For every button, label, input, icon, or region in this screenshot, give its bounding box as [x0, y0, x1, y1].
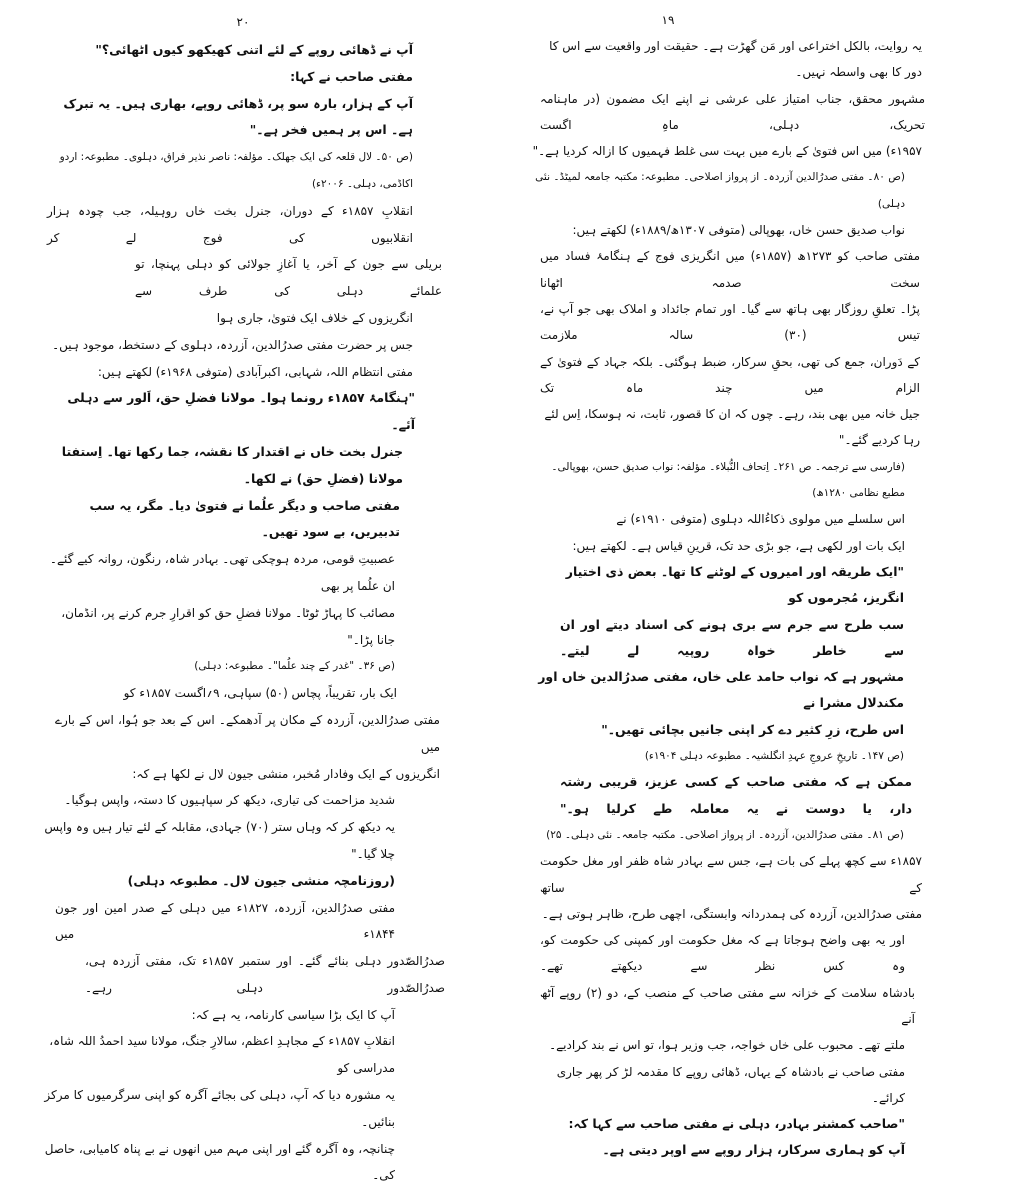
text-line: ممکن ہے کہ مفتی صاحب کے کسی عزیز، قریبی رشتہ دار، یا دوست نے یہ معاملہ طے کرلیا ہو۔" [560, 774, 912, 816]
text-line: آپ کے ہزار، بارہ سو پر، ڈھائی روپے، بھاری ہیں۔ یہ تبرک ہے۔ اس پر ہمیں فخر ہے۔" [63, 95, 413, 138]
text-line: مفتی صاحب نے بادشاہ کے یہاں، ڈھائی روپے کا مقدمہ لڑ کر پھر جاری کرائے۔ [556, 1064, 905, 1105]
text-line: جیل خانہ میں بھی بند، رہے۔ چوں کہ ان کا قصور، ثابت، نہ ہوسکا، اِس لئے رہا کردیے گئے۔" [544, 407, 920, 448]
text-line: آپ کا ایک بڑا سیاسی کارنامہ، یہ ہے کہ: [191, 1007, 395, 1022]
text-line: مفتی صاحب و دیگر علُما نے فتویٰ دیا۔ مگر، یہ سب تدبیریں، بے سود تھیں۔ [89, 497, 400, 540]
text-line: انگریزوں کے ایک وفادار مُخبر، منشی جیون لال نے لکھا ہے کہ: [132, 766, 440, 781]
text-line: ۱۹۵۷ء) میں اس فتویٰ کے بارے میں بہت سی غلط فہمیوں کا ازالہ کردیا ہے۔" [532, 144, 922, 159]
right-page [532, 0, 932, 1164]
left-page [40, 0, 500, 1189]
text-line: آپ نے ڈھائی روپے کے لئے اتنی کھیکھو کیوں اٹھائی؟" [95, 42, 413, 57]
page-number: ١٩ [661, 13, 675, 27]
text-line: مصائب کا پہاڑ ٹوٹا۔ مولانا فضلِ حق کو اقرارِ جرم کرنے پر، انڈمان، جانا پڑا۔" [61, 605, 395, 647]
text-line: ۱۸۵۷ء سے کچھ پہلے کی بات ہے، جس سے بہادر شاہ ظفر اور مغل حکومت کے ساتھ [540, 854, 922, 895]
page-number: ٢٠ [236, 15, 250, 29]
text-line: اور یہ بھی واضح ہوجاتا ہے کہ مغل حکومت اور کمپنی کی حکومت کو، وہ کس نظر سے دیکھتے تھے۔ [540, 933, 905, 974]
citation-line: (فارسی سے ترجمہ۔ ص ۲۶۱۔ اِتحاف النُّبلاء۔ مؤلفہ: نواب صدیق حسن، بھوپالی۔ مطبع نظامی ۱۲۸۰ھ) [551, 460, 905, 500]
text-line: یہ دیکھ کر کہ وہاں ستر (۷۰) جہادی، مقابلہ کے لئے تیار ہیں وہ واپس چلا گیا۔" [44, 820, 395, 861]
text-line: اس سلسلے میں مولوی ذکاءُاللہ دہلوی (متوفی ۱۹۱۰ء) نے [616, 512, 905, 527]
text-line: مفتی صدرُالدین، آزردہ کے مکان پر آدھمکے۔ اس کے بعد جو ہُوا، اس کے بارے میں [55, 712, 440, 754]
text-line: ملتے تھے۔ محبوب علی خاں خواجہ، جب وزیر ہوا، تو اس نے بند کرادیے۔ [549, 1038, 905, 1053]
text-line: مشہور ہے کہ نواب حامد علی خاں، مفتی صدرُالدین خاں اور مکندلال مشرا نے [538, 669, 904, 711]
citation-line: (ص ۸۰۔ مفتی صدرُالدین آزردہ۔ از پرواز اصلاحی۔ مطبوعہ: مکتبہ جامعہ لمیٹڈ۔ نئی دہلی) [535, 171, 905, 210]
citation-line: (ص ۸۱۔ مفتی صدرُالدین، آزردہ۔ از پرواز اصلاحی۔ مکتبہ جامعہ۔ نئی دہلی۔ ۲۵) [546, 828, 904, 841]
text-line: ایک بات اور لکھی ہے، جو بڑی حد تک، قرینِ قیاس ہے۔ لکھتے ہیں: [572, 538, 905, 553]
text-line: عصبیتِ قومی، مردہ ہوچکی تھی۔ بہادر شاہ، رنگون، روانہ کیے گئے۔ ان علُما پر بھی [49, 552, 395, 593]
text-line: جس پر حضرت مفتی صدرُالدین، آزردہ، دہلوی کے دستخط، موجود ہیں۔ [52, 337, 413, 352]
text-line: مشہور محقق، جناب امتیاز علی عرشی نے اپنے ایک مضمون (در ماہنامہ تحریک، دہلی، ماہِ اگست [540, 91, 925, 132]
citation-line: (ص ۵۰۔ لال قلعہ کی ایک جھلک۔ مؤلفہ: ناصر نذیر فراق، دہلوی۔ مطبوعہ: اردو اکاڈمی، دہلی۔ ۲۰۰۶ء) [59, 151, 413, 190]
text-line: شدید مزاحمت کی تیاری، دیکھ کر سپاہیوں کا دستہ، واپس ہوگیا۔ [64, 793, 395, 808]
text-line: نواب صدیق حسن خاں، بھوپالی (متوفی ۱۳۰۷ھ/۱۸۸۹ء) لکھتے ہیں: [572, 223, 905, 238]
text-line: چنانچہ، وہ آگرہ گئے اور اپنی مہم میں انھوں نے بے پناہ کامیابی، حاصل کی۔ [44, 1141, 395, 1183]
text-line: سب طرح سے جرم سے بری ہونے کی اسناد دیتے اور ان سے خاطر خواہ روپیہ لے لیتے۔ [560, 616, 904, 658]
text-line: یہ مشورہ دیا کہ آپ، دہلی کی بجائے آگرہ کو اپنی سرگرمیوں کا مرکز بنائیں۔ [44, 1088, 395, 1129]
text-line: جنرل بخت خاں نے اقتدار کا نقشہ، جما رکھا تھا۔ اِستفتا مولانا (فضلِ حق) نے لکھا۔ [61, 443, 403, 486]
text-line: "ہنگامۂ ۱۸۵۷ء رونما ہوا۔ مولانا فضلِ حق، اَلور سے دہلی آئے۔ [67, 390, 415, 433]
text-line: مفتی صاحب نے کہا: [290, 68, 413, 84]
text-line: اس طرح، زرِ کثیر دے کر اپنی جانیں بچائی تھیں۔" [601, 721, 904, 737]
text-line: بادشاہ سلامت کے خزانہ سے مفتی صاحب کے منصب کے، دو (۲) روپے آٹھ آنے [540, 985, 915, 1026]
text-line: بریلی سے جون کے آخر، یا آغازِ جولائی کو دہلی پہنچا، تو علمائے دہلی کی طرف سے [135, 257, 442, 299]
text-line: ایک بار، تقریباً، پچاس (۵۰) سپاہی، ۹؍اگست ۱۸۵۷ء کو [123, 686, 397, 701]
text-line: "صاحب کمشنر بہادر، دہلی نے مفتی صاحب سے کہا کہ: [568, 1116, 905, 1132]
text-line: صدرُالصّدور دہلی بنائے گئے۔ اور ستمبر ۱۸۵۷ء تک، مفتی آزردہ ہی، صدرُالصّدور دہلی رہے۔ [85, 954, 445, 995]
text-line: مفتی صاحب کو ۱۲۷۳ھ (۱۸۵۷ء) میں انگریزی فوج کے ہنگامۂ فساد میں سخت صدمہ اٹھانا [540, 249, 921, 290]
citation-line: (ص ۳۶۔ "غدر کے چند علُما"۔ مطبوعہ: دہلی) [194, 660, 395, 673]
text-line: مفتی انتظام اللہ، شہابی، اکبرآبادی (متوفی ۱۹۶۸ء) لکھتے ہیں: [97, 364, 413, 379]
text-line: کے دَوران، جمع کی تھی، بحقِ سرکار، ضبط ہوگئی۔ بلکہ جہاد کے فتویٰ کے الزام میں چند ماہ تک [540, 354, 920, 395]
text-line: مفتی صدرُالدین، آزردہ کی ہمدردانہ وابستگی، اچھی طرح، ظاہر ہوتی ہے۔ [541, 906, 922, 921]
text-line: انگریزوں کے خلاف ایک فتویٰ، جاری ہوا [216, 310, 413, 325]
text-line: (روزنامچہ منشی جیون لال۔ مطبوعہ دہلی) [127, 872, 395, 888]
text-line: آپ کو ہماری سرکار، ہزار روپے سے اوپر دیتی ہے۔ [602, 1142, 905, 1158]
text-line: یہ روایت، بالکل اختراعی اور مَن گھڑت ہے۔ حقیقت اور واقعیت سے اس کا دور کا بھی واسطہ نہیں۔ [549, 39, 922, 80]
text-line: "ایک طریقہ اور امیروں کے لوٹنے کا تھا۔ بعض ذی اختیار انگریز، مُجرموں کو [565, 563, 904, 606]
text-line: انقلابِ ۱۸۵۷ء کے دوران، جنرل بخت خاں روہیلہ، جب چودہ ہزار انقلابیوں کی فوج لے کر [47, 203, 413, 245]
text-line: پڑا۔ تعلقِ روزگار بھی ہاتھ سے گیا۔ اور تمام جائداد و املاک بھی جو آپ نے، تیس (۳۰) سالہ ملازمت [540, 301, 920, 343]
text-line: انقلابِ ۱۸۵۷ء کے مجاہدِ اعظم، سالارِ جنگ، مولانا سید احمدُ اللہ شاہ، مدراسی کو [49, 1034, 395, 1076]
citation-line: (ص ۱۴۷۔ تاریخِ عروجِ عہدِ انگلشیہ۔ مطبوعہ دہلی ۱۹۰۴ء) [644, 750, 904, 763]
text-line: مفتی صدرُالدین، آزردہ، ۱۸۲۷ء میں دہلی کے صدر امین اور جون ۱۸۴۴ء میں [55, 900, 395, 942]
